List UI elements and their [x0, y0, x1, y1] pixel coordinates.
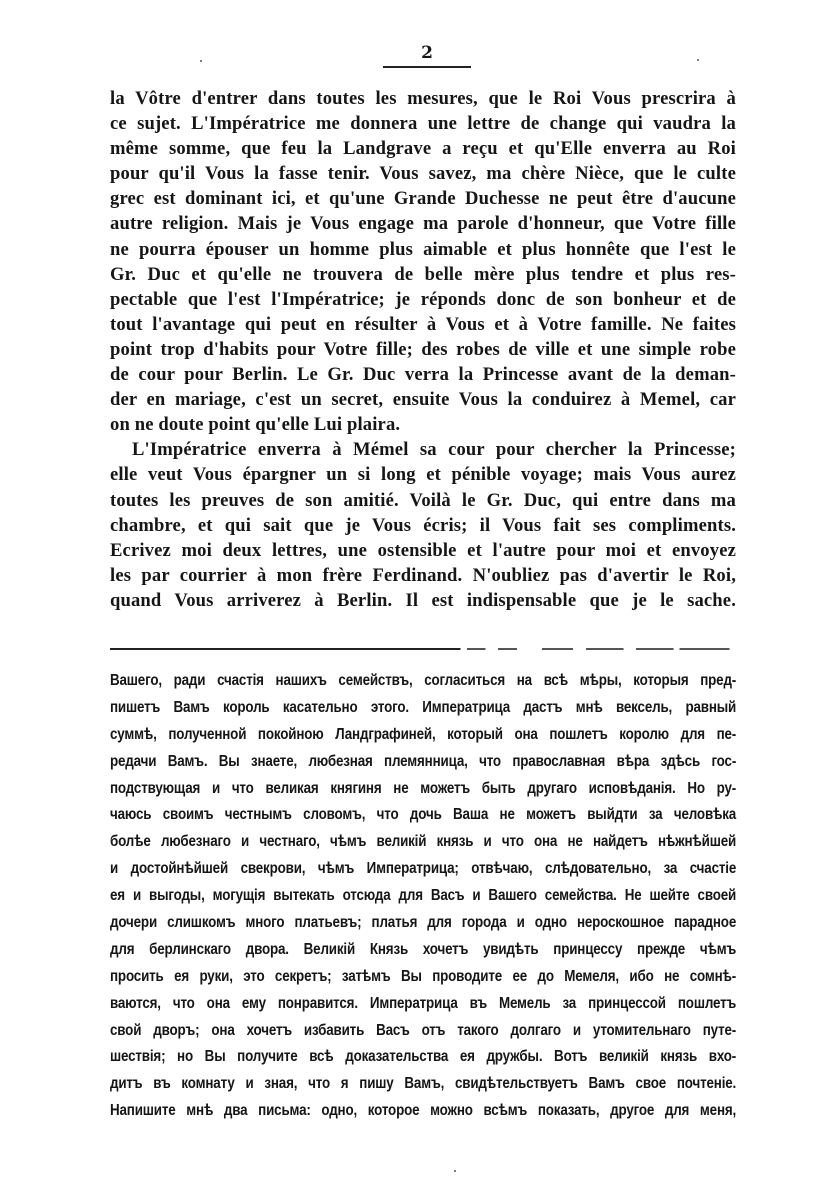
- page-number: 2: [421, 43, 433, 63]
- text-line: quand Vous arriverez à Berlin. Il est indispensable que je le sache.: [110, 589, 736, 611]
- text-line-content: Вашего, ради счастія нашихъ семействъ, согласиться на всѣ мѣры, которыя пред-: [110, 672, 737, 689]
- scan-speck: [454, 1170, 456, 1172]
- text-line-content: ея и выгоды, могущія вытекать отсюда для Васъ и Вашего семейства. Не шейте своей: [110, 887, 737, 905]
- text-line: ce sujet. L'Impératrice me donnera une lettre de change qui vaudra la: [110, 113, 736, 135]
- text-line-content: редачи Вамъ. Вы знаете, любезная племянница, что православная вѣра здѣсь гос-: [110, 752, 737, 770]
- text-line: Ecrivez moi deux lettres, une ostensible et l'autre pour moi et envoyez: [110, 539, 736, 561]
- scan-speck: [697, 59, 699, 61]
- text-line: [110, 1098, 736, 1125]
- text-line: chambre, et qui sait que je Vous écris; il Vous fait ses compliments.: [110, 514, 736, 536]
- text-line: elle veut Vous épargner un si long et pénible voyage; mais Vous aurez: [110, 464, 736, 486]
- russian-translation-block: [110, 668, 736, 1125]
- text-line: [110, 695, 736, 722]
- text-line-content: чаюсь своимъ честнымъ словомъ, что дочь Ваша не можетъ выйдти за человѣка: [110, 806, 737, 824]
- text-line: de cour pour Berlin. Le Gr. Duc verra la Princesse avant de la deman-: [110, 364, 736, 386]
- text-line-content: и достойнѣйшей свекрови, чѣмъ Императрица; отвѣчаю, слѣдовательно, за счастіе: [110, 860, 737, 878]
- text-line: [110, 829, 736, 856]
- text-line-content: болѣе любезнаго и честнаго, чѣмъ великій князь и что она не найдетъ нѣжнѣйшей: [110, 833, 737, 851]
- page-number-underline: [383, 66, 471, 68]
- text-line-paragraph-start: L'Impératrice enverra à Mémel sa cour pour chercher la Princesse;: [132, 439, 736, 461]
- text-line: grec est dominant ici, et qu'une Grande Duchesse ne peut être d'aucune: [110, 188, 736, 210]
- text-line: les par courrier à mon frère Ferdinand. N'oubliez pas d'avertir le Roi,: [110, 564, 736, 586]
- text-line: [110, 1071, 736, 1098]
- text-line: [110, 856, 736, 883]
- french-text-block: [110, 86, 736, 613]
- text-line-content: ваются, что она ему понравится. Императрица въ Мемель за принцессой пошлетъ: [110, 994, 737, 1012]
- text-line-content: Напишите мнѣ два письма: одно, которое можно всѣмъ показать, другое для меня,: [110, 1102, 737, 1120]
- text-line-content: суммѣ, полученной покойною Ландграфиней, который она пошлетъ королю для пе-: [110, 725, 737, 743]
- text-line: pectable que l'est l'Impératrice; je réponds donc de son bonheur et de: [110, 288, 736, 310]
- text-line-content: шествія; но Вы получите всѣ доказательства ея дружбы. Вотъ великій князь вхо-: [110, 1048, 737, 1066]
- text-line: la Vôtre d'entrer dans toutes les mesures, que le Roi Vous prescrira à: [110, 88, 736, 109]
- text-line: [110, 776, 736, 803]
- text-line: [110, 910, 736, 937]
- text-line: [110, 883, 736, 910]
- text-line: tout l'avantage qui peut en résulter à Vous et à Votre famille. Ne faites: [110, 313, 736, 335]
- text-line: [110, 722, 736, 749]
- scan-speck: [200, 60, 202, 62]
- text-line-content: подствующая и что великая княгиня не можетъ быть другаго исповѣданія. Но ру-: [110, 779, 737, 797]
- text-line: même somme, que feu la Landgrave a reçu et qu'Elle enverra au Roi: [110, 138, 736, 160]
- text-line: ne pourra épouser un homme plus aimable et plus honnête que l'est le: [110, 238, 736, 260]
- text-line: toutes les preuves de son amitié. Voilà le Gr. Duc, qui entre dans ma: [110, 489, 736, 511]
- text-line-content: просить ея руки, это секретъ; затѣмъ Вы проводите ее до Мемеля, ибо не сомнѣ-: [110, 967, 737, 985]
- text-line-content: дочери слишкомъ много платьевъ; платья для города и одно нероскошное парадное: [110, 914, 737, 932]
- text-line: pour qu'il Vous la fasse tenir. Vous savez, ma chère Nièce, que le culte: [110, 163, 736, 185]
- text-line-content: дитъ въ комнату и зная, что я пишу Вамъ, свидѣтельствуетъ Вамъ свое почтеніе.: [110, 1075, 737, 1093]
- text-line: [110, 802, 736, 829]
- text-line: der en mariage, c'est un secret, ensuite Vous la conduirez à Memel, car: [110, 389, 736, 411]
- text-line: [110, 1018, 736, 1045]
- text-line: [110, 1044, 736, 1071]
- text-line: Gr. Duc et qu'elle ne trouvera de belle mère plus tendre et plus res-: [110, 263, 736, 285]
- text-line: [110, 749, 736, 776]
- text-line: autre religion. Mais je Vous engage ma parole d'honneur, que Votre fille: [110, 213, 736, 235]
- text-line: [110, 991, 736, 1018]
- text-line-paragraph-end: on ne doute point qu'elle Lui plaira.: [110, 414, 401, 436]
- text-line: [110, 964, 736, 991]
- text-line-content: пишетъ Вамъ король касательно этого. Императрица дастъ мнѣ вексель, равный: [110, 698, 737, 716]
- text-line-content: для берлинскаго двора. Великій Князь хочетъ увидѣть принцессу прежде чѣмъ: [110, 940, 737, 958]
- text-line: point trop d'habits pour Votre fille; des robes de ville et une simple robe: [110, 338, 736, 360]
- text-line: [110, 937, 736, 964]
- text-line: [110, 668, 736, 695]
- section-separator-rule: [110, 648, 736, 650]
- text-line-content: свой дворъ; она хочетъ избавить Васъ отъ такого долгаго и утомительнаго путе-: [110, 1021, 737, 1039]
